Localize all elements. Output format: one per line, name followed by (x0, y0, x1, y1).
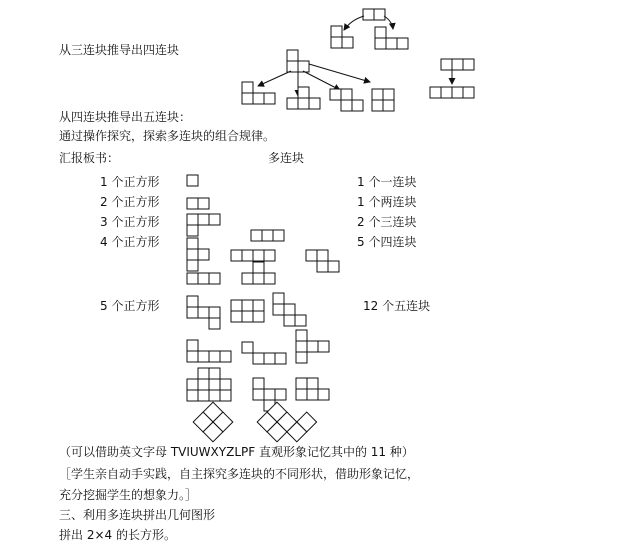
arrow-to-l-tetromino (258, 71, 291, 86)
count-label-5-squares: 5 个正方形 (100, 299, 160, 313)
board-trominoes (187, 214, 220, 236)
result-tromino: 2 个三连块 (357, 215, 417, 229)
explore-line: 通过操作探究，探索多连块的组合规律。 (59, 129, 276, 143)
tromino-bent-derived (375, 27, 408, 49)
source-tromino (287, 50, 309, 72)
diamond-pentomino-left (193, 402, 233, 442)
tetromino-s (330, 89, 363, 111)
derived-pentomino (430, 87, 474, 98)
tromino-l (331, 26, 353, 48)
result-pentomino: 12 个五连块 (363, 299, 431, 313)
heading-tri-to-tetra: 从三连块推导出四连块 (59, 43, 180, 57)
tromino-straight (363, 9, 385, 20)
board-label: 汇报板书： (59, 151, 120, 165)
board-title: 多连块 (268, 151, 305, 165)
count-label-3-squares: 3 个正方形 (100, 215, 160, 229)
count-label-1-squares: 1 个正方形 (100, 175, 160, 189)
result-domino: 1 个两连块 (357, 195, 417, 209)
result-monomino: 1 个一连块 (357, 175, 417, 189)
task-line: 拼出 2×4 的长方形。 (59, 528, 176, 542)
count-label-2-squares: 2 个正方形 (100, 195, 160, 209)
practice-note-line2: 充分挖掘学生的想象力。］ (59, 488, 198, 502)
board-tetrominoes (187, 230, 339, 284)
tetromino-square (372, 89, 394, 111)
source-tetromino (441, 59, 474, 70)
board-monomino (187, 175, 198, 186)
result-tetromino: 5 个四连块 (357, 235, 417, 249)
section-three-heading: 三、利用多连块拼出几何图形 (59, 508, 216, 522)
memory-note: （可以借助英文字母 TVIUWXYZLPF 直观形象记忆其中的 11 种） (59, 445, 414, 459)
arrow-to-l-tromino (344, 16, 364, 30)
practice-note-line1: ［学生亲自动手实践，自主探究多连块的不同形状，借助形象记忆， (59, 467, 420, 481)
heading-tetra-to-penta: 从四连块推导出五连块： (59, 110, 192, 124)
count-label-4-squares: 4 个正方形 (100, 235, 160, 249)
board-domino (187, 198, 209, 209)
tetromino-t (287, 87, 320, 109)
board-pentominoes (187, 293, 329, 411)
